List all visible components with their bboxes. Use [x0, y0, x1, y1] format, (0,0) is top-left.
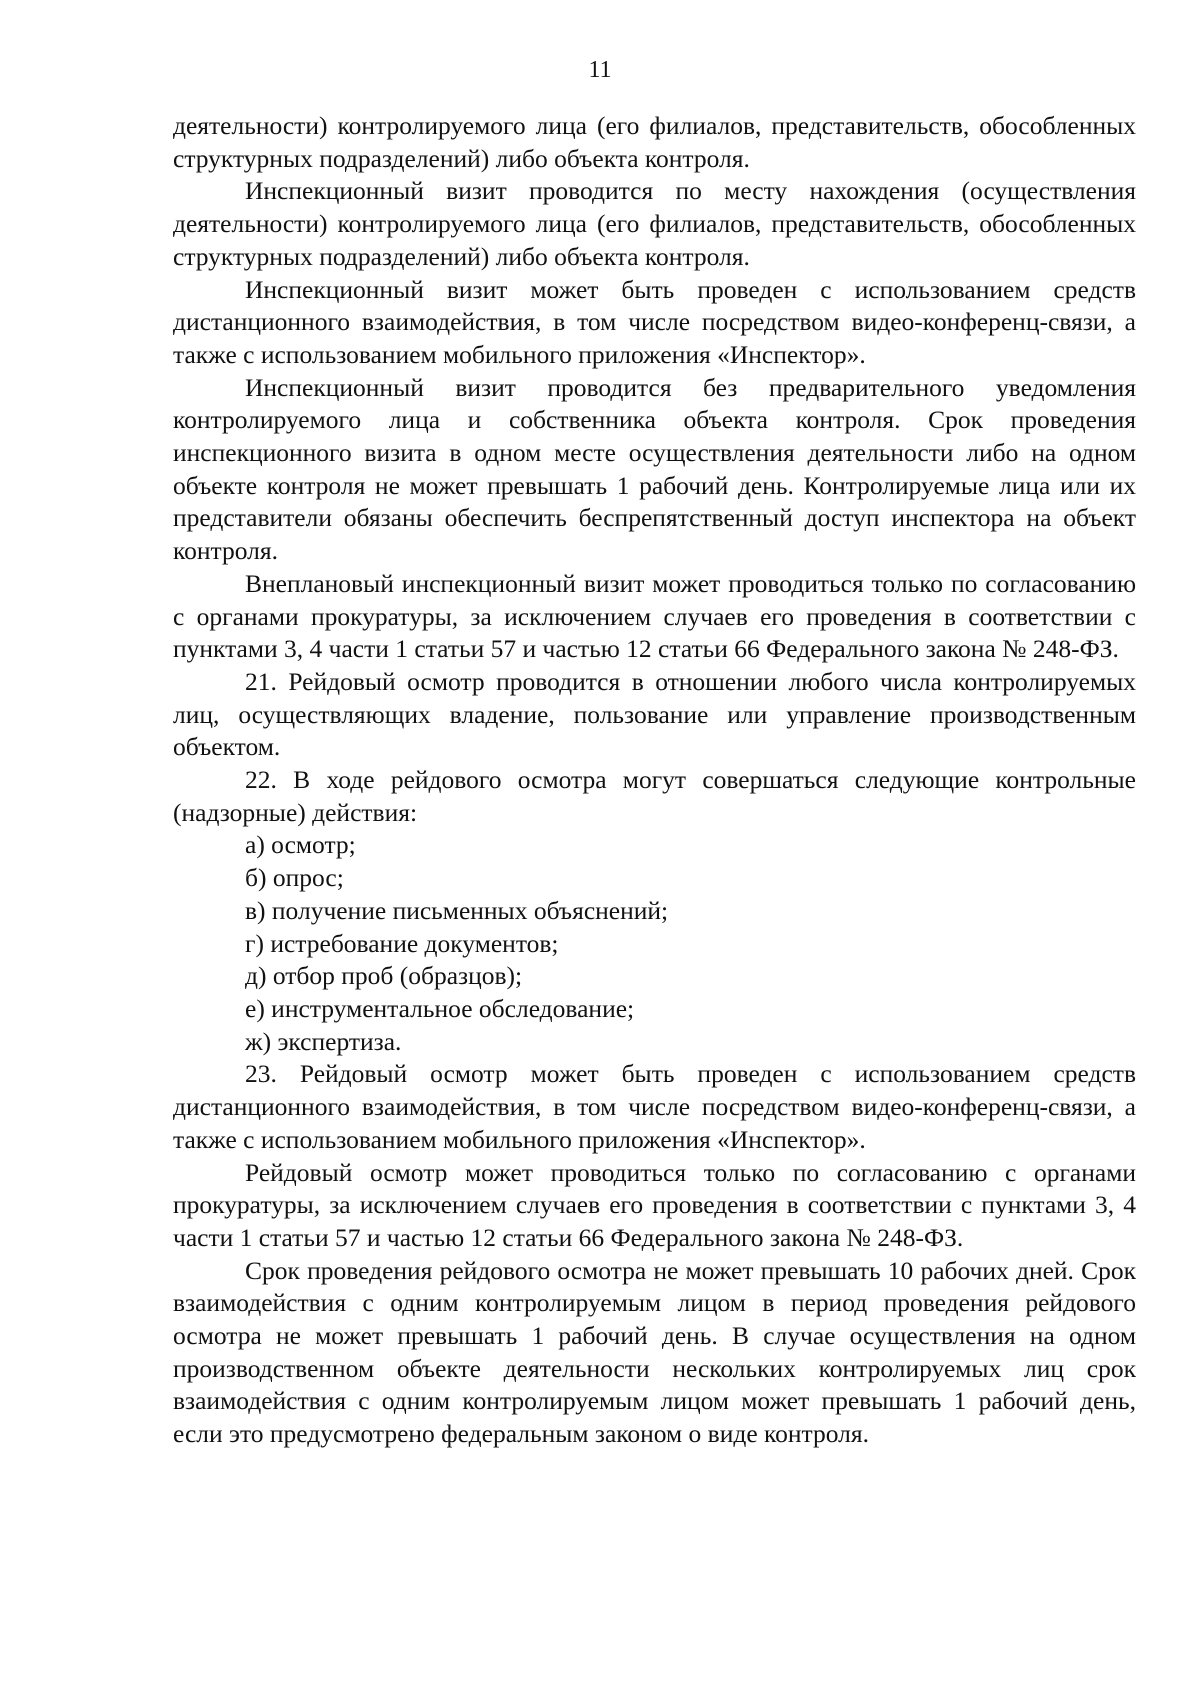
paragraph-continuation: деятельности) контролируемого лица (его филиалов, представительств, обособленных структурных подразделений) либо объекта контроля. [173, 111, 1136, 173]
paragraph-22: 22. В ходе рейдового осмотра могут совершаться следующие контрольные (надзорные) действия: [173, 765, 1136, 827]
list-item: б) опрос; [245, 863, 344, 893]
paragraph-21: 21. Рейдовый осмотр проводится в отношении любого числа контролируемых лиц, осуществляющих владение, пользование или управление производственным объектом. [173, 666, 1136, 762]
list-item: в) получение письменных объяснений; [245, 895, 669, 925]
paragraph-inspection-visit-remote: Инспекционный визит может быть проведен с использованием средств дистанционного взаимодействия, в том числе посредством видео-конференц-связи, а также с использованием мобильного приложения «Инспектор». [173, 274, 1136, 369]
paragraph-unscheduled-visit: Внеплановый инспекционный визит может проводиться только по согласованию с органами прокуратуры, за исключением случаев его проведения в соответствии с пунктами 3, 4 части 1 статьи 57 и частью 12 статьи 66 Федерального закона № 248-ФЗ. [173, 568, 1136, 664]
paragraph-raid-duration: Срок проведения рейдового осмотра не может превышать 10 рабочих дней. Срок взаимодействия с одним контролируемым лицом в период проведения рейдового осмотра не может превышать 1 рабочий день. В случае осуществления на одном производственном объекте деятельности нескольких контролируемых лиц срок взаимодействия с одним контролируемым лицом может превышать 1 рабочий день, если это предусмотрено федеральным законом о виде контроля. [173, 1255, 1136, 1449]
paragraph-inspection-visit-location: Инспекционный визит проводится по месту нахождения (осуществления деятельности) контролируемого лица (его филиалов, представительств, обособленных структурных подразделений) либо объекта контроля. [173, 176, 1136, 271]
list-item: е) инструментальное обследование; [245, 993, 635, 1023]
paragraph-raid-approval: Рейдовый осмотр может проводиться только по согласованию с органами прокуратуры, за исключением случаев его проведения в соответствии с пунктами 3, 4 части 1 статьи 57 и частью 12 статьи 66 Федерального закона № 248-ФЗ. [173, 1157, 1136, 1252]
paragraph-23: 23. Рейдовый осмотр может быть проведен с использованием средств дистанционного взаимодействия, в том числе посредством видео-конференц-связи, а также с использованием мобильного приложения «Инспектор». [173, 1059, 1136, 1154]
document-body [173, 110, 1136, 1451]
page-number: 11 [588, 57, 612, 83]
list-item: г) истребование документов; [245, 928, 559, 958]
list-item: а) осмотр; [245, 830, 356, 860]
list-item: д) отбор проб (образцов); [245, 961, 523, 991]
paragraph-inspection-visit-notice: Инспекционный визит проводится без предварительного уведомления контролируемого лица и собственника объекта контроля. Срок проведения инспекционного визита в одном месте осуществления деятельности либо на одном объекте контроля не может превышать 1 рабочий день. Контролируемые лица или их представители обязаны обеспечить беспрепятственный доступ инспектора на объект контроля. [173, 372, 1136, 566]
list-item: ж) экспертиза. [245, 1026, 402, 1056]
